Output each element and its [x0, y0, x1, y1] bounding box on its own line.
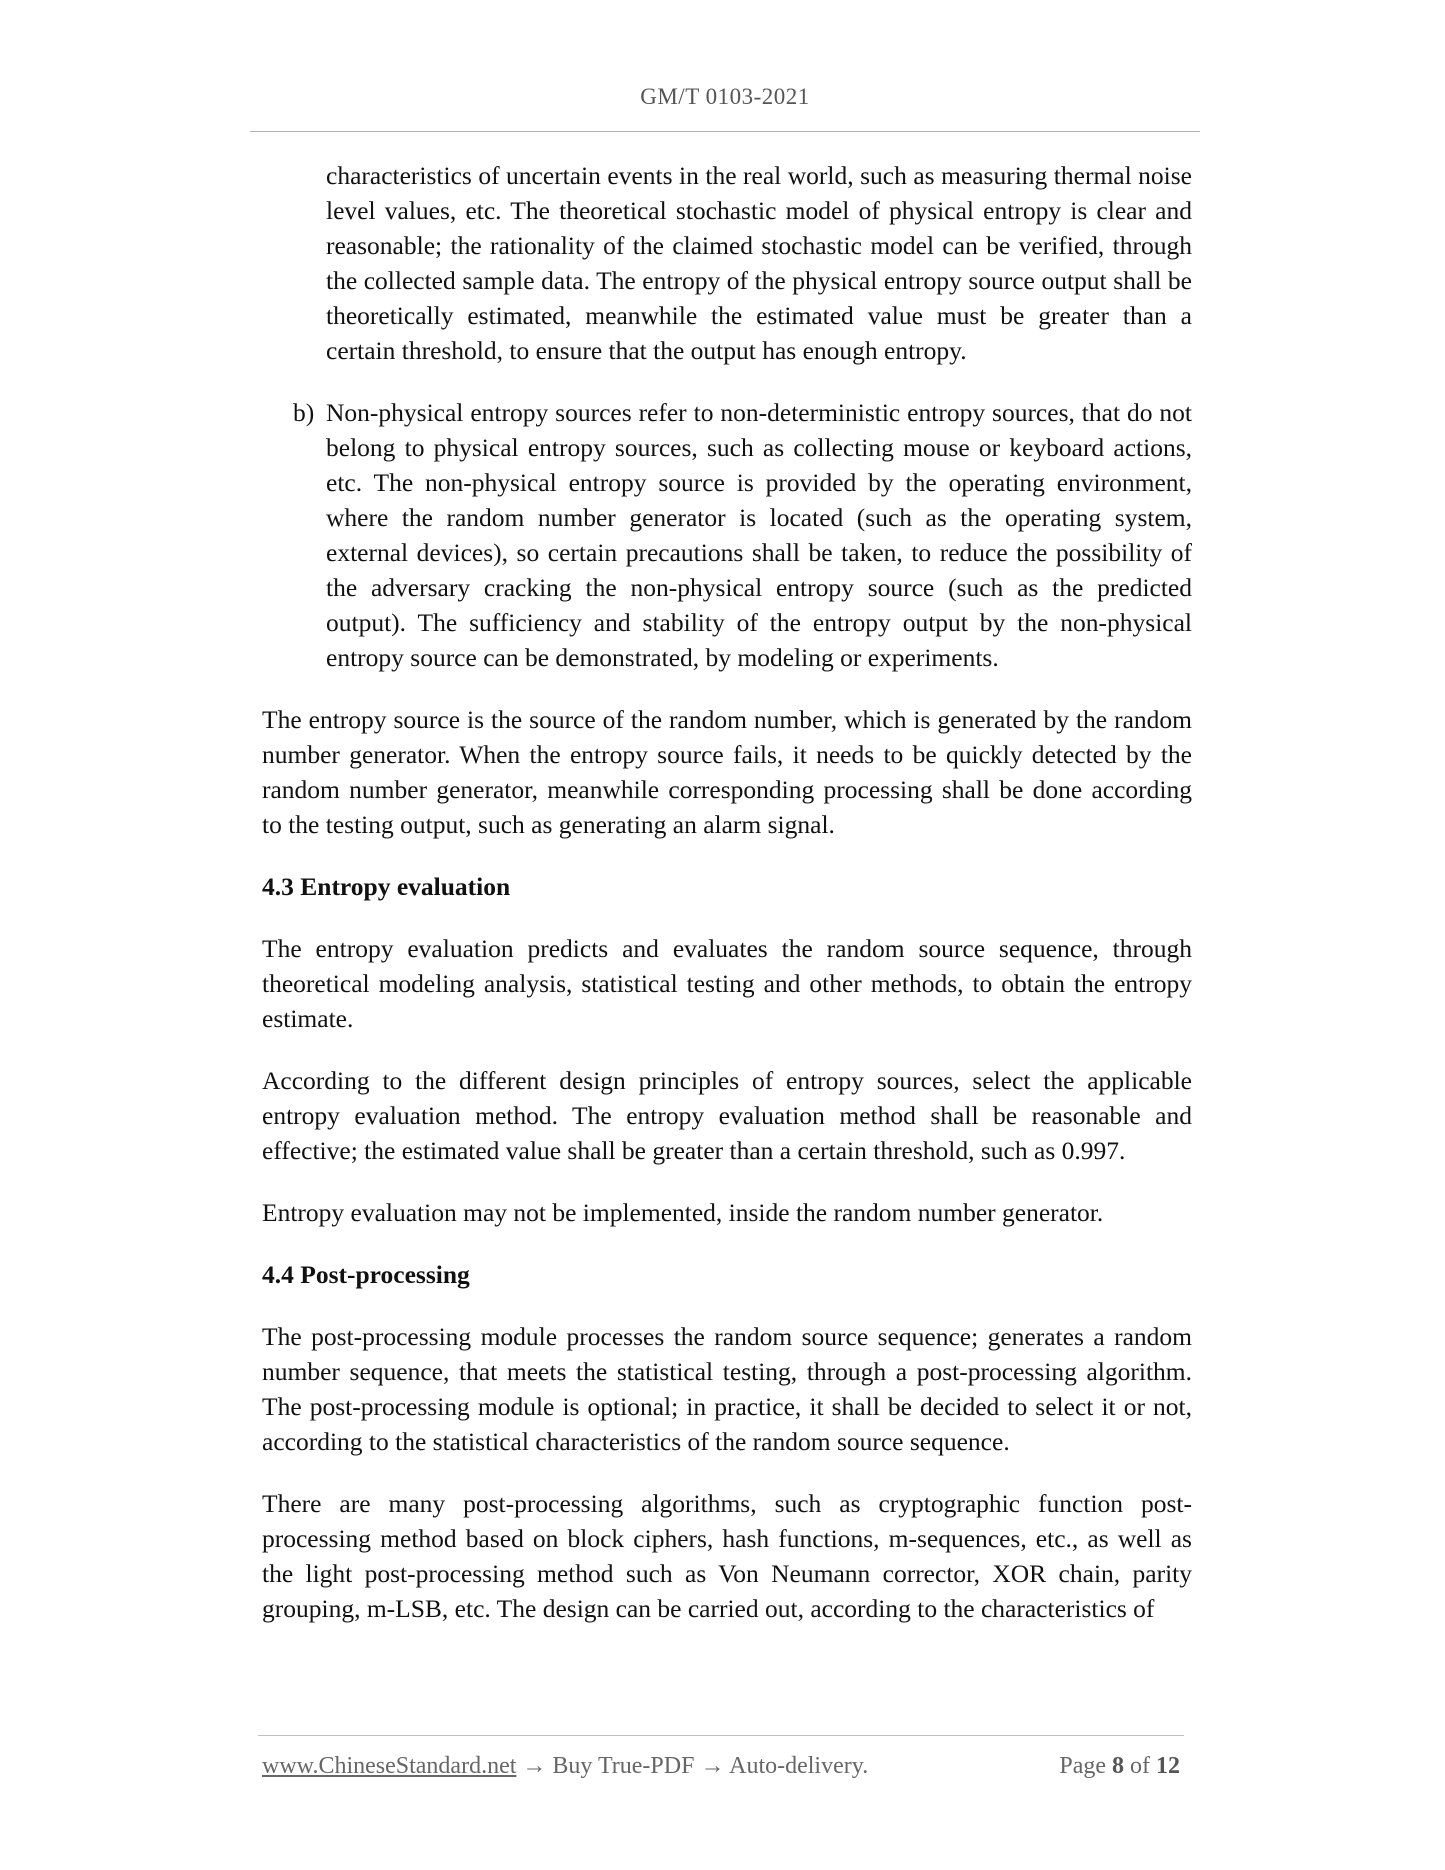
paragraph-entropy-source: The entropy source is the source of the random number, which is generated by the random number generator. When the entropy source fails, it needs to be quickly detected by the random number generator, meanwhile corresponding processing shall be done according to the testing output, such as generating an alarm signal. — [262, 705, 1192, 839]
paragraph-4-3-1: The entropy evaluation predicts and evaluates the random source sequence, through theoretical modeling analysis, statistical testing and other methods, to obtain the entropy estimate. — [262, 934, 1192, 1033]
page-number — [1059, 1753, 1180, 1780]
page-header — [250, 84, 1200, 110]
footer-promo — [262, 1753, 868, 1780]
paragraph-4-4-1: The post-processing module processes the random source sequence; generates a random number sequence, that meets the statistical testing, through a post-processing algorithm. The post-processing module is optional; in practice, it shall be decided to select it or not, according to the statistical characteristics of the random source sequence. — [262, 1322, 1192, 1456]
section-heading-4-3: 4.3 Entropy evaluation — [262, 872, 511, 901]
page-current: 8 — [1112, 1753, 1124, 1779]
page-of: of — [1130, 1753, 1150, 1779]
list-item-a-continuation — [262, 158, 1192, 368]
site-link[interactable]: www.ChineseStandard.net — [262, 1753, 517, 1779]
promo-text: → Buy True-PDF → Auto-delivery. — [516, 1753, 869, 1779]
page-label: Page — [1059, 1753, 1106, 1779]
paragraph-4-3-3: Entropy evaluation may not be implemented, inside the random number generator. — [262, 1198, 1104, 1227]
list-item-a-text: characteristics of uncertain events in the real world, such as measuring thermal noise level values, etc. The theoretical stochastic model of physical entropy is clear and reasonable; the rationality of the claimed stochastic model can be verified, through the collected sample data. The entropy of the physical entropy source output shall be theoretically estimated, meanwhile the estimated value must be greater than a certain threshold, to ensure that the output has enough entropy. — [326, 161, 1192, 365]
page-total: 12 — [1156, 1753, 1180, 1779]
header-divider — [250, 131, 1200, 132]
list-item-b-text: Non-physical entropy sources refer to non-deterministic entropy sources, that do not belong to physical entropy sources, such as collecting mouse or keyboard actions, etc. The non-physical entropy source is provided by the operating environment, where the random number generator is located (such as the operating system, external devices), so certain precautions shall be taken, to reduce the possibility of the adversary cracking the non-physical entropy source (such as the predicted output). The sufficiency and stability of the entropy output by the non-physical entropy source can be demonstrated, by modeling or experiments. — [326, 398, 1192, 672]
paragraph-4-3-2: According to the different design principles of entropy sources, select the applicable entropy evaluation method. The entropy evaluation method shall be reasonable and effective; the estimated value shall be greater than a certain threshold, such as 0.997. — [262, 1066, 1192, 1165]
document-id: GM/T 0103-2021 — [640, 84, 810, 109]
list-item-b — [262, 395, 1192, 675]
list-marker-b: b) — [293, 398, 315, 427]
paragraph-4-4-2: There are many post-processing algorithms, such as cryptographic function post-processing method based on block ciphers, hash functions, m-sequences, etc., as well as the light post-processing method such as Von Neumann corrector, XOR chain, parity grouping, m-LSB, etc. The design can be carried out, according to the characteristics of — [262, 1489, 1192, 1623]
page-body — [262, 158, 1192, 1653]
section-heading-4-4: 4.4 Post-processing — [262, 1260, 470, 1289]
footer-divider — [258, 1735, 1184, 1736]
